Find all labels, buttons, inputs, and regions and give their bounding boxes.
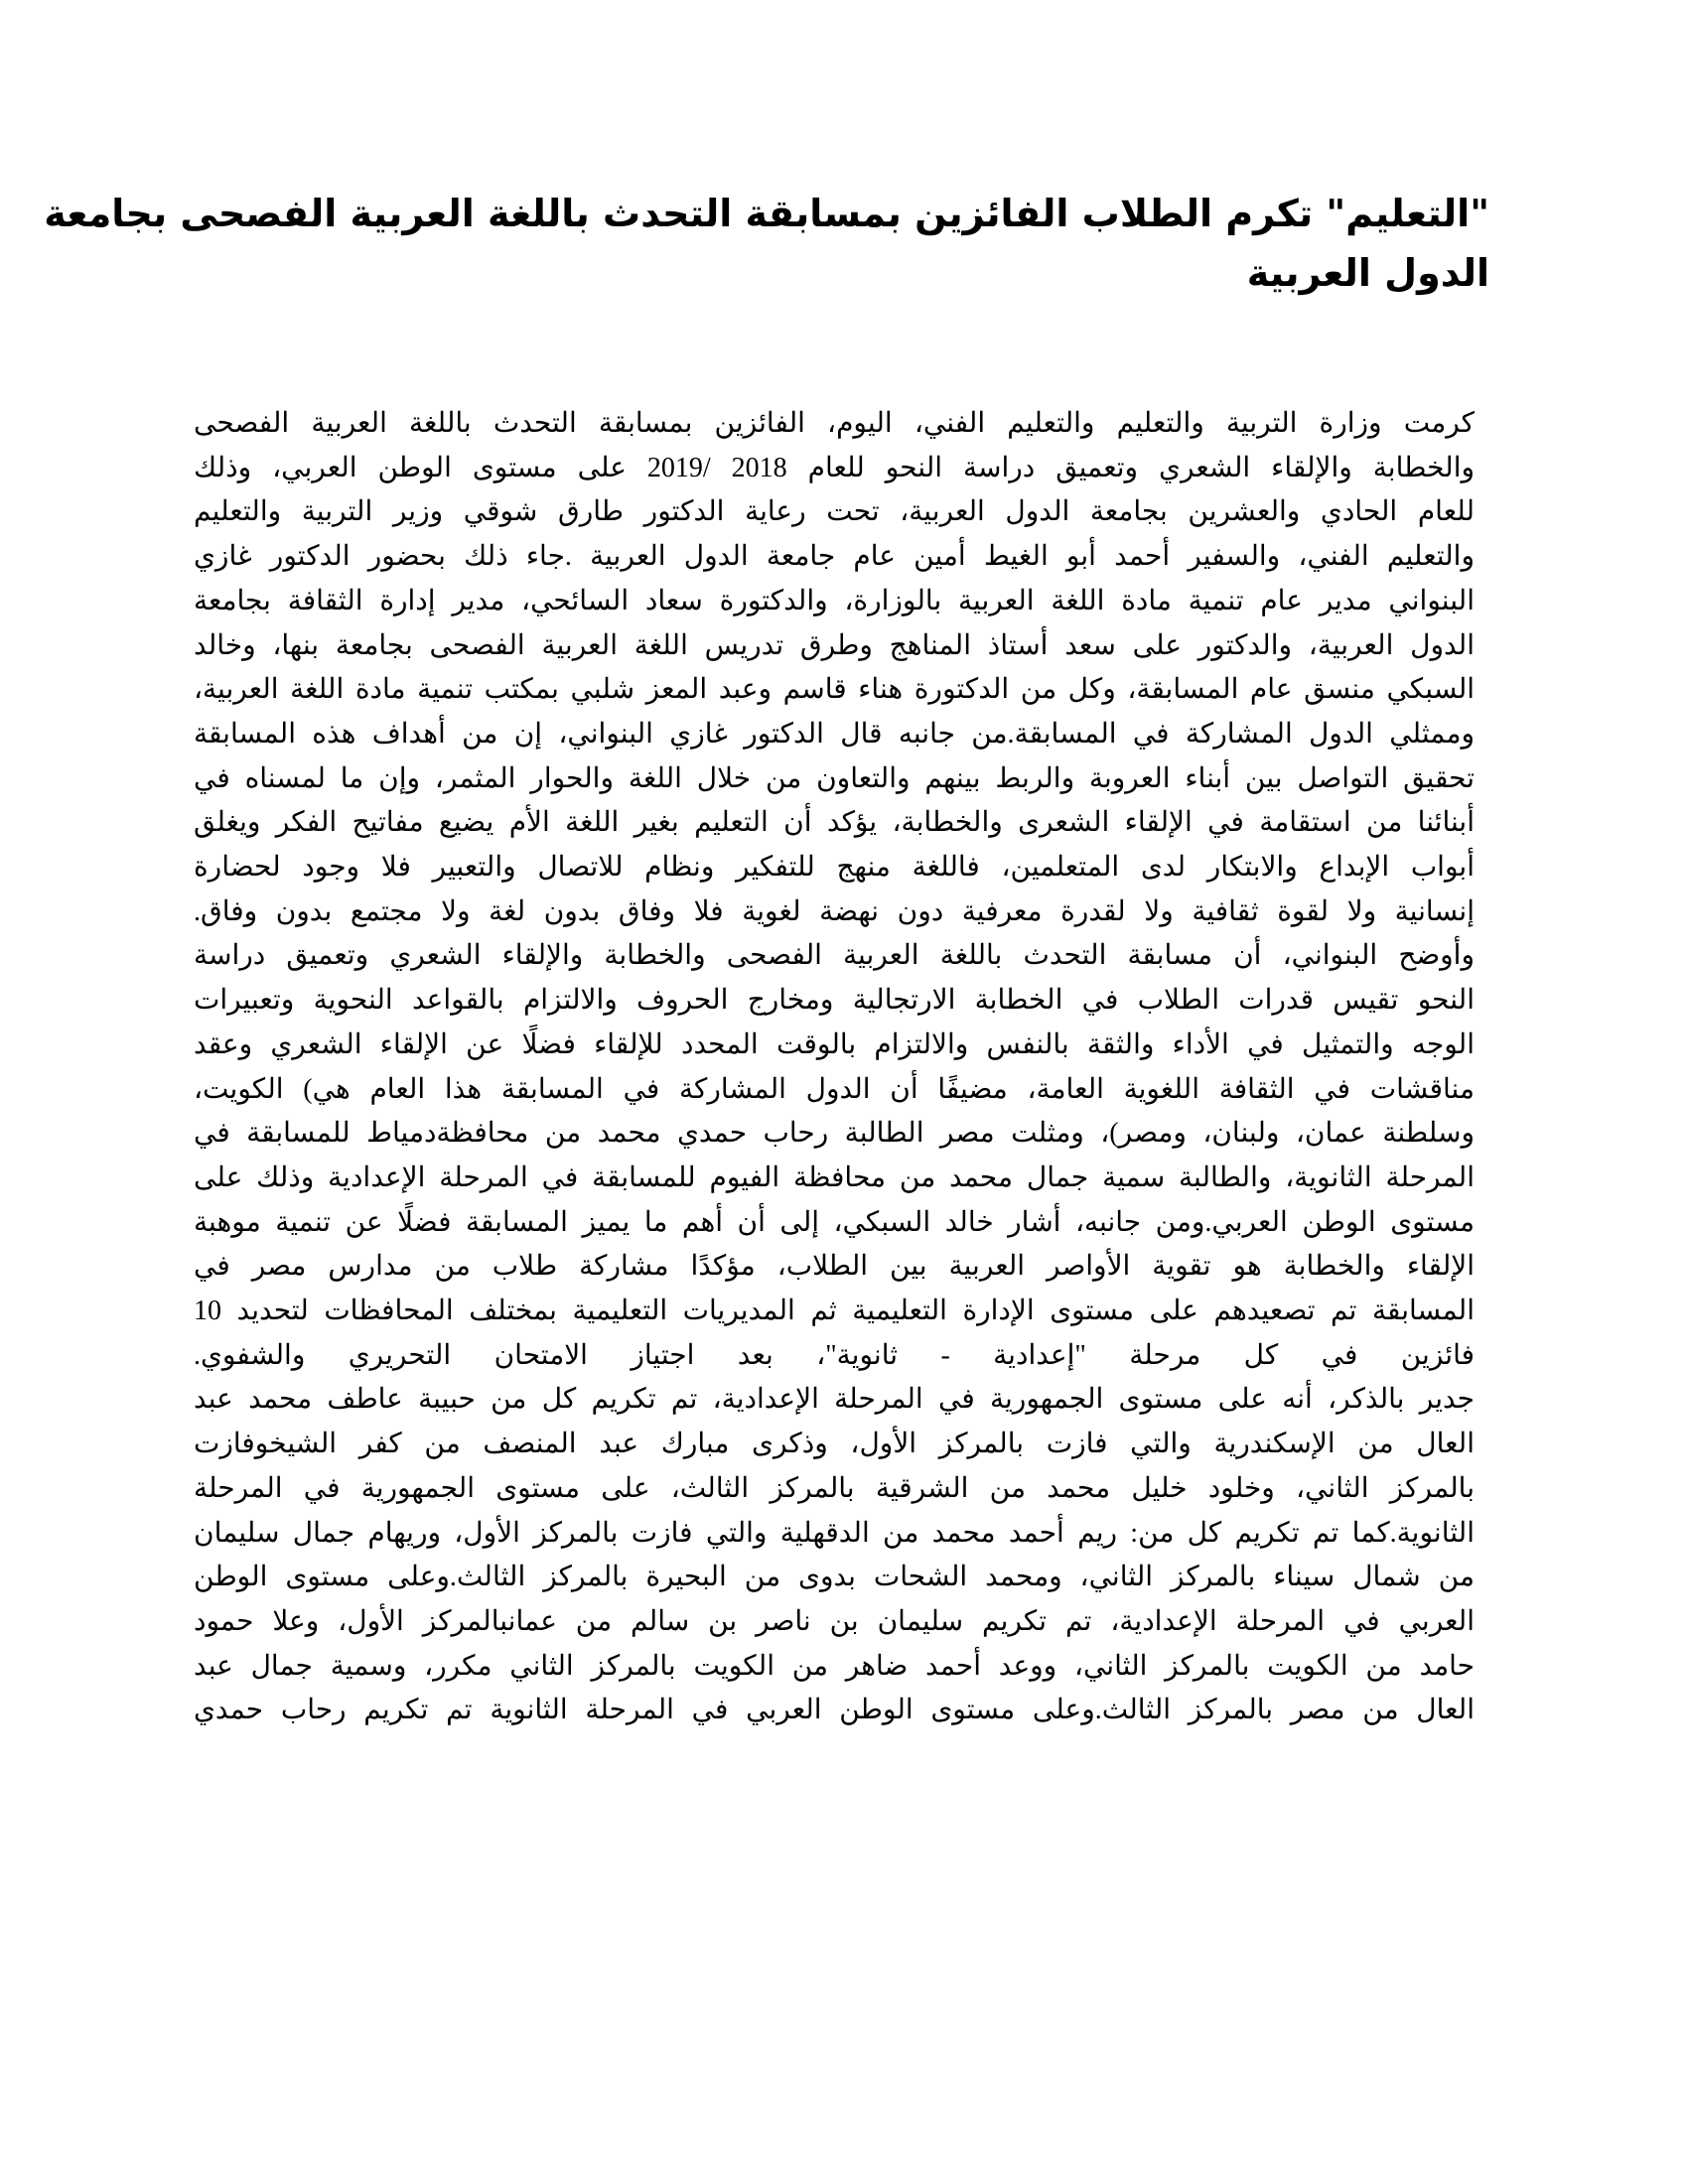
body-line: المسابقة تم تصعيدهم على مستوى الإدارة التعليمية ثم المديريات التعليمية بمختلف المحافظات لتحديد 10: [194, 1296, 1475, 1327]
body-line: أبنائنا من استقامة في الإلقاء الشعرى والخطابة، يؤكد أن التعليم بغير اللغة الأم يضيع مفاتيح الفكر ويغلق: [194, 807, 1475, 839]
body-line: والتعليم الفني، والسفير أحمد أبو الغيط أمين عام جامعة الدول العربية .جاء ذلك بحضور الدكتور غازي: [194, 541, 1475, 573]
body-line: العربي في المرحلة الإعدادية، تم تكريم سليمان بن ناصر بن سالم من عمانبالمركز الأول، وعلا حمود: [194, 1605, 1475, 1637]
body-line: وممثلي الدول المشاركة في المسابقة.من جانبه قال الدكتور غازي البنواني، إن من أهداف هذه المسابقة: [194, 718, 1475, 750]
body-line: كرمت وزارة التربية والتعليم والتعليم الفني، اليوم، الفائزين بمسابقة التحدث باللغة العربية الفصحى: [194, 408, 1475, 439]
body-line: الوجه والتمثيل في الأداء والثقة بالنفس والالتزام بالوقت المحدد للإلقاء فضلًا عن الإلقاء الشعري وعقد: [194, 1028, 1475, 1060]
body-line: السبكي منسق عام المسابقة، وكل من الدكتورة هناء قاسم وعبد المعز شلبي بمكتب تنمية مادة اللغة العربية،: [194, 674, 1475, 706]
body-line: وأوضح البنواني، أن مسابقة التحدث باللغة العربية الفصحى والخطابة والإلقاء الشعري وتعميق دراسة: [194, 940, 1475, 972]
body-line: الثانوية.كما تم تكريم كل من: ريم أحمد محمد من الدقهلية والتي فازت بالمركز الأول، وريهام جمال سليمان: [194, 1517, 1475, 1549]
body-line: تحقيق التواصل بين أبناء العروبة والربط بينهم والتعاون من خلال اللغة والحوار المثمر، وإن ما لمسناه في: [194, 762, 1475, 794]
body-line: حامد من الكويت بالمركز الثاني، ووعد أحمد ضاهر من الكويت بالمركز الثاني مكرر، وسمية جمال عبد: [194, 1650, 1475, 1682]
body-line: الدول العربية، والدكتور على سعد أستاذ المناهج وطرق تدريس اللغة العربية الفصحى بجامعة بنها، وخالد: [194, 629, 1475, 661]
body-line: أبواب الإبداع والابتكار لدى المتعلمين، فاللغة منهج للتفكير ونظام للاتصال والتعبير فلا وجود لحضارة: [194, 852, 1475, 884]
article-title-line: "التعليم" تكرم الطلاب الفائزين بمسابقة التحدث باللغة العربية الفصحى بجامعة: [44, 192, 1489, 235]
body-line: إنسانية ولا لقوة ثقافية ولا لقدرة معرفية دون نهضة لغوية فلا وفاق بدون لغة ولا مجتمع بدون وفاق.: [194, 895, 1475, 927]
body-line: بالمركز الثاني، وخلود خليل محمد من الشرقية بالمركز الثالث، على مستوى الجمهورية في المرحلة: [194, 1472, 1475, 1504]
body-line: من شمال سيناء بالمركز الثاني، ومحمد الشحات بدوى من البحيرة بالمركز الثالث.وعلى مستوى الوطن: [194, 1562, 1475, 1593]
body-line: للعام الحادي والعشرين بجامعة الدول العربية، تحت رعاية الدكتور طارق شوقي وزير التربية والتعليم: [194, 496, 1475, 528]
body-line: البنواني مدير عام تنمية مادة اللغة العربية بالوزارة، والدكتورة سعاد السائحي، مدير إدارة الثقافة بجامعة: [194, 585, 1475, 616]
body-line: مناقشات في الثقافة اللغوية العامة، مضيفًا أن الدول المشاركة في المسابقة هذا العام هي) الكويت،: [194, 1073, 1475, 1105]
body-line: النحو تقيس قدرات الطلاب في الخطابة الارتجالية ومخارج الحروف والالتزام بالقواعد النحوية وتعبيرات: [194, 985, 1475, 1017]
body-line: فائزين في كل مرحلة "إعدادية - ثانوية"، بعد اجتياز الامتحان التحريري والشفوي.: [194, 1339, 1475, 1371]
body-line: العال من الإسكندرية والتي فازت بالمركز الأول، وذكرى مبارك عبد المنصف من كفر الشيخوفازت: [194, 1429, 1475, 1460]
body-line: والخطابة والإلقاء الشعري وتعميق دراسة النحو للعام 2018 /2019 على مستوى الوطن العربي، وذلك: [194, 452, 1475, 483]
body-line: العال من مصر بالمركز الثالث.وعلى مستوى الوطن العربي في المرحلة الثانوية تم تكريم رحاب حمدي: [194, 1695, 1475, 1726]
body-line: وسلطنة عمان، ولبنان، ومصر)، ومثلت مصر الطالبة رحاب حمدي محمد من محافظةدمياط للمسابقة في: [194, 1118, 1475, 1150]
body-line: المرحلة الثانوية، والطالبة سمية جمال محمد من محافظة الفيوم للمسابقة في المرحلة الإعدادية وذلك على: [194, 1161, 1475, 1193]
body-line: مستوى الوطن العربي.ومن جانبه، أشار خالد السبكي، إلى أن أهم ما يميز المسابقة فضلًا عن تنمية موهبة: [194, 1206, 1475, 1238]
body-line: جدير بالذكر، أنه على مستوى الجمهورية في المرحلة الإعدادية، تم تكريم كل من حبيبة عاطف محمد عبد: [194, 1384, 1475, 1416]
article-title: [44, 184, 1489, 303]
body-line: الإلقاء والخطابة هو تقوية الأواصر العربية بين الطلاب، مؤكدًا مشاركة طلاب من مدارس مصر في: [194, 1251, 1475, 1283]
article-title-line: الدول العربية: [1246, 251, 1489, 295]
article-body: [194, 402, 1475, 1733]
